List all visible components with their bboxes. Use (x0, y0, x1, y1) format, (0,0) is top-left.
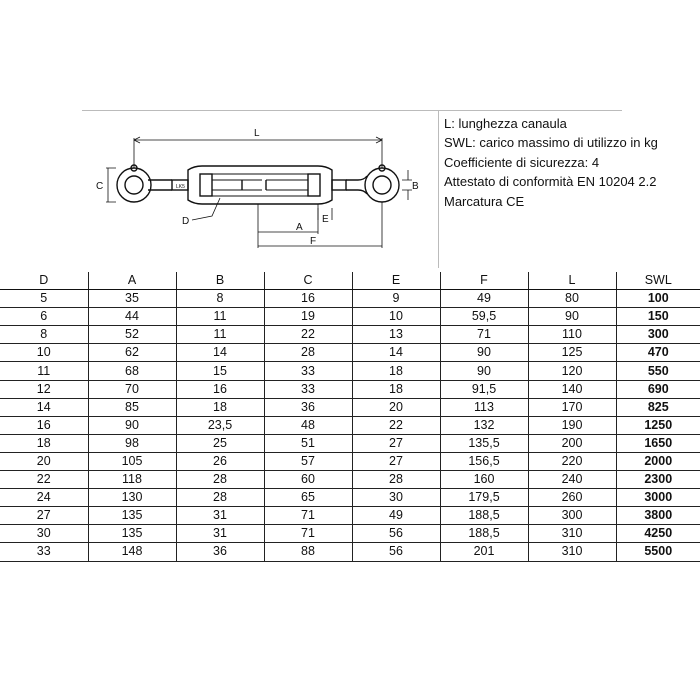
table-row (0, 362, 700, 380)
table-cell-f: 160 (440, 471, 528, 489)
table-row (0, 416, 700, 434)
table-cell-swl: 3000 (616, 489, 700, 507)
spec-legend (444, 114, 694, 211)
table-cell-c: 16 (264, 290, 352, 308)
table-row (0, 326, 700, 344)
table-cell-e: 20 (352, 398, 440, 416)
table-cell-c: 71 (264, 525, 352, 543)
table-cell-f: 90 (440, 362, 528, 380)
table-cell-e: 30 (352, 489, 440, 507)
table-cell-b: 15 (176, 362, 264, 380)
col-header-e: E (352, 272, 440, 290)
table-cell-e: 18 (352, 380, 440, 398)
table-cell-e: 22 (352, 416, 440, 434)
table-cell-swl: 4250 (616, 525, 700, 543)
table-cell-a: 135 (88, 507, 176, 525)
table-cell-l: 200 (528, 434, 616, 452)
table-cell-swl: 100 (616, 290, 700, 308)
table-header-row (0, 272, 700, 290)
table-cell-a: 130 (88, 489, 176, 507)
table-cell-d: 6 (0, 308, 88, 326)
table-cell-a: 68 (88, 362, 176, 380)
table-cell-b: 14 (176, 344, 264, 362)
table-cell-a: 90 (88, 416, 176, 434)
table-cell-f: 90 (440, 344, 528, 362)
table-cell-a: 52 (88, 326, 176, 344)
table-cell-l: 90 (528, 308, 616, 326)
table-cell-a: 135 (88, 525, 176, 543)
left-eye-outer (117, 168, 151, 202)
table-cell-e: 56 (352, 525, 440, 543)
col-header-c: C (264, 272, 352, 290)
table-cell-b: 18 (176, 398, 264, 416)
table-cell-a: 35 (88, 290, 176, 308)
table-cell-c: 33 (264, 380, 352, 398)
table-cell-d: 11 (0, 362, 88, 380)
table-cell-e: 49 (352, 507, 440, 525)
col-header-swl: SWL (616, 272, 700, 290)
table-cell-f: 201 (440, 543, 528, 561)
table-row (0, 434, 700, 452)
body-mark: LK5 (176, 184, 185, 190)
table-cell-l: 80 (528, 290, 616, 308)
table-cell-l: 190 (528, 416, 616, 434)
col-header-d: D (0, 272, 88, 290)
table-cell-c: 36 (264, 398, 352, 416)
table-cell-a: 148 (88, 543, 176, 561)
table-cell-l: 310 (528, 525, 616, 543)
table-cell-d: 14 (0, 398, 88, 416)
legend-length: L: lunghezza canaula (444, 116, 567, 131)
table-row (0, 507, 700, 525)
table-cell-c: 28 (264, 344, 352, 362)
table-cell-d: 8 (0, 326, 88, 344)
table-cell-swl: 550 (616, 362, 700, 380)
label-C: C (96, 181, 104, 192)
table-cell-d: 30 (0, 525, 88, 543)
table-cell-b: 31 (176, 507, 264, 525)
table-cell-d: 27 (0, 507, 88, 525)
legend-safety-factor: Coefficiente di sicurezza: 4 (444, 154, 600, 170)
table-row (0, 471, 700, 489)
table-cell-d: 5 (0, 290, 88, 308)
table-cell-a: 105 (88, 452, 176, 470)
label-E: E (322, 214, 329, 225)
table-cell-f: 132 (440, 416, 528, 434)
table-cell-c: 33 (264, 362, 352, 380)
table-row (0, 489, 700, 507)
table-row (0, 344, 700, 362)
table-cell-e: 13 (352, 326, 440, 344)
table-cell-f: 156,5 (440, 452, 528, 470)
table-cell-f: 179,5 (440, 489, 528, 507)
table-cell-e: 27 (352, 434, 440, 452)
table-cell-f: 113 (440, 398, 528, 416)
table-cell-a: 62 (88, 344, 176, 362)
label-L: L (254, 128, 260, 139)
table-cell-b: 23,5 (176, 416, 264, 434)
table-cell-b: 16 (176, 380, 264, 398)
table-cell-swl: 150 (616, 308, 700, 326)
table-row (0, 308, 700, 326)
col-header-f: F (440, 272, 528, 290)
table-cell-l: 170 (528, 398, 616, 416)
table-cell-f: 59,5 (440, 308, 528, 326)
table-row (0, 452, 700, 470)
table-cell-b: 31 (176, 525, 264, 543)
table-cell-b: 25 (176, 434, 264, 452)
table-cell-swl: 470 (616, 344, 700, 362)
table-cell-swl: 2300 (616, 471, 700, 489)
table-cell-c: 65 (264, 489, 352, 507)
table-cell-swl: 690 (616, 380, 700, 398)
table-cell-d: 16 (0, 416, 88, 434)
table-cell-swl: 5500 (616, 543, 700, 561)
table-cell-c: 57 (264, 452, 352, 470)
table-cell-l: 125 (528, 344, 616, 362)
table-cell-l: 140 (528, 380, 616, 398)
table-cell-b: 28 (176, 489, 264, 507)
table-row (0, 380, 700, 398)
table-cell-a: 118 (88, 471, 176, 489)
table-cell-swl: 3800 (616, 507, 700, 525)
table-cell-c: 19 (264, 308, 352, 326)
table-cell-e: 27 (352, 452, 440, 470)
table-cell-e: 14 (352, 344, 440, 362)
table-cell-d: 18 (0, 434, 88, 452)
table-cell-b: 26 (176, 452, 264, 470)
table-cell-swl: 2000 (616, 452, 700, 470)
label-F: F (310, 236, 317, 247)
label-B: B (412, 181, 419, 192)
table-cell-e: 18 (352, 362, 440, 380)
table-cell-a: 70 (88, 380, 176, 398)
table-cell-a: 85 (88, 398, 176, 416)
table-cell-swl: 300 (616, 326, 700, 344)
table-cell-d: 22 (0, 471, 88, 489)
col-header-l: L (528, 272, 616, 290)
table-cell-c: 60 (264, 471, 352, 489)
right-eye-inner (373, 176, 391, 194)
table-cell-l: 310 (528, 543, 616, 561)
table-cell-a: 98 (88, 434, 176, 452)
table-cell-f: 71 (440, 326, 528, 344)
table-cell-d: 24 (0, 489, 88, 507)
legend-swl: SWL: carico massimo di utilizzo in kg (444, 135, 658, 151)
table-cell-d: 12 (0, 380, 88, 398)
table-cell-c: 51 (264, 434, 352, 452)
table-cell-d: 33 (0, 543, 88, 561)
left-eye-inner (125, 176, 143, 194)
legend-ce-marking: Marcatura CE (444, 193, 525, 209)
table-cell-l: 220 (528, 452, 616, 470)
table-cell-e: 56 (352, 543, 440, 561)
label-A: A (296, 222, 303, 233)
dimension-table (0, 272, 700, 562)
table-cell-c: 48 (264, 416, 352, 434)
table-cell-f: 49 (440, 290, 528, 308)
table-cell-b: 11 (176, 326, 264, 344)
table-cell-b: 36 (176, 543, 264, 561)
legend-certificate: Attestato di conformità EN 10204 2.2 (444, 174, 657, 190)
table-cell-l: 110 (528, 326, 616, 344)
col-header-a: A (88, 272, 176, 290)
table-cell-f: 188,5 (440, 507, 528, 525)
table-cell-c: 88 (264, 543, 352, 561)
table-cell-c: 22 (264, 326, 352, 344)
table-cell-e: 28 (352, 471, 440, 489)
table-cell-l: 240 (528, 471, 616, 489)
table-row (0, 398, 700, 416)
table-cell-f: 135,5 (440, 434, 528, 452)
table-cell-d: 20 (0, 452, 88, 470)
turnbuckle-body (188, 166, 332, 204)
frame-divider (438, 110, 439, 268)
right-eye-outer (365, 168, 399, 202)
table-row (0, 525, 700, 543)
table-cell-d: 10 (0, 344, 88, 362)
table-cell-b: 11 (176, 308, 264, 326)
table-cell-e: 10 (352, 308, 440, 326)
table-cell-l: 120 (528, 362, 616, 380)
table-cell-swl: 1250 (616, 416, 700, 434)
table-cell-c: 71 (264, 507, 352, 525)
table-cell-b: 28 (176, 471, 264, 489)
table-row (0, 543, 700, 561)
table-cell-e: 9 (352, 290, 440, 308)
turnbuckle-diagram (82, 108, 438, 268)
table-cell-f: 188,5 (440, 525, 528, 543)
table-row (0, 290, 700, 308)
label-D: D (182, 216, 190, 227)
table-cell-swl: 825 (616, 398, 700, 416)
table-cell-a: 44 (88, 308, 176, 326)
table-cell-f: 91,5 (440, 380, 528, 398)
table-cell-l: 260 (528, 489, 616, 507)
table-cell-b: 8 (176, 290, 264, 308)
col-header-b: B (176, 272, 264, 290)
table-cell-swl: 1650 (616, 434, 700, 452)
table-cell-l: 300 (528, 507, 616, 525)
